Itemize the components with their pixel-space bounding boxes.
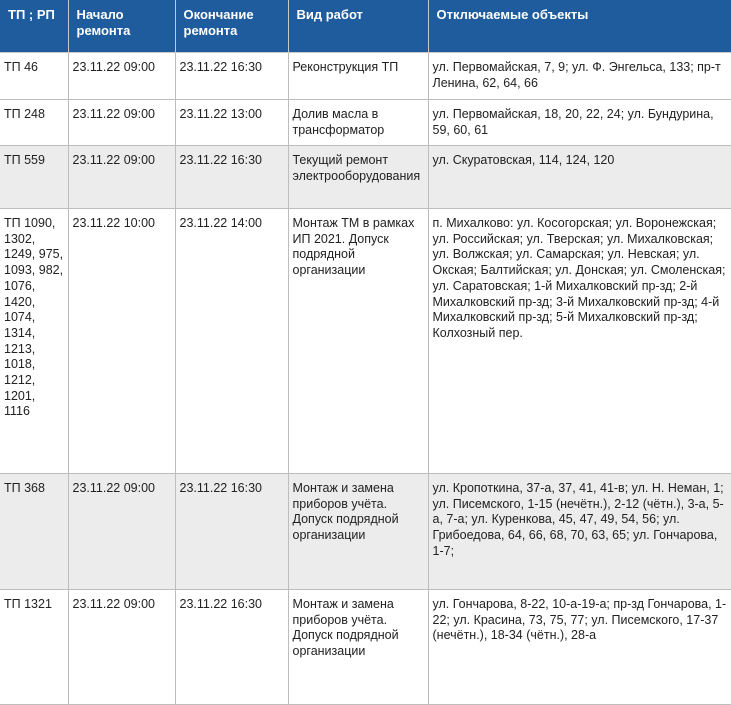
cell-start: 23.11.22 09:00 (68, 100, 175, 146)
cell-end: 23.11.22 13:00 (175, 100, 288, 146)
table-row (0, 209, 731, 474)
cell-start: 23.11.22 09:00 (68, 590, 175, 705)
cell-start: 23.11.22 09:00 (68, 474, 175, 590)
cell-start: 23.11.22 09:00 (68, 53, 175, 100)
cell-work: Текущий ремонт электрооборудования (288, 146, 428, 209)
cell-end: 23.11.22 14:00 (175, 209, 288, 474)
cell-end: 23.11.22 16:30 (175, 474, 288, 590)
cell-work: Реконструкция ТП (288, 53, 428, 100)
table-header-row (0, 0, 731, 53)
table-row (0, 100, 731, 146)
cell-tp: ТП 46 (0, 53, 68, 100)
cell-work: Долив масла в трансформатор (288, 100, 428, 146)
cell-start: 23.11.22 09:00 (68, 146, 175, 209)
cell-objects: ул. Первомайская, 7, 9; ул. Ф. Энгельса, 133; пр-т Ленина, 62, 64, 66 (428, 53, 731, 100)
table-row (0, 146, 731, 209)
cell-objects: ул. Первомайская, 18, 20, 22, 24; ул. Бундурина, 59, 60, 61 (428, 100, 731, 146)
cell-work: Монтаж ТМ в рамках ИП 2021. Допуск подрядной организации (288, 209, 428, 474)
header-end: Окончание ремонта (175, 0, 288, 53)
cell-work: Монтаж и замена приборов учёта. Допуск подрядной организации (288, 590, 428, 705)
header-start: Начало ремонта (68, 0, 175, 53)
header-objects: Отключаемые объекты (428, 0, 731, 53)
cell-tp: ТП 248 (0, 100, 68, 146)
cell-objects: п. Михалково: ул. Косогорская; ул. Воронежская; ул. Российская; ул. Тверская; ул. Михалковская; ул. Волжская; ул. Самарская; ул. Невская; ул. Окская; Балтийская; ул. Донская; ул. Смоленская; ул. Саратовская; 1-й Михалковский пр-зд; 2-й Михалковский пр-зд; 3-й Михалковский пр-зд; 4-й Михалковский пр-зд; 5-й Михалковский пр-зд; Колхозный пер. (428, 209, 731, 474)
cell-objects: ул. Кропоткина, 37-а, 37, 41, 41-в; ул. Н. Неман, 1; ул. Писемского, 1-15 (нечётн.), 2-12 (чётн.), 3-а, 5-а, 7-а; ул. Куренкова, 45, 47, 49, 54, 56; ул. Грибоедова, 64, 66, 68, 70, 63, 65; ул. Гончарова, 1-7; (428, 474, 731, 590)
cell-end: 23.11.22 16:30 (175, 53, 288, 100)
cell-objects: ул. Гончарова, 8-22, 10-а-19-а; пр-зд Гончарова, 1-22; ул. Красина, 73, 75, 77; ул. Писемского, 17-37 (нечётн.), 18-34 (чётн.), 28-а (428, 590, 731, 705)
table-row (0, 53, 731, 100)
cell-work: Монтаж и замена приборов учёта. Допуск подрядной организации (288, 474, 428, 590)
cell-tp: ТП 1090, 1302, 1249, 975, 1093, 982, 1076, 1420, 1074, 1314, 1213, 1018, 1212, 1201, 1116 (0, 209, 68, 474)
table-row (0, 590, 731, 705)
cell-objects: ул. Скуратовская, 114, 124, 120 (428, 146, 731, 209)
header-tp: ТП ; РП (0, 0, 68, 53)
cell-tp: ТП 559 (0, 146, 68, 209)
cell-end: 23.11.22 16:30 (175, 590, 288, 705)
cell-tp: ТП 1321 (0, 590, 68, 705)
cell-tp: ТП 368 (0, 474, 68, 590)
cell-start: 23.11.22 10:00 (68, 209, 175, 474)
header-work: Вид работ (288, 0, 428, 53)
cell-end: 23.11.22 16:30 (175, 146, 288, 209)
table-row (0, 474, 731, 590)
